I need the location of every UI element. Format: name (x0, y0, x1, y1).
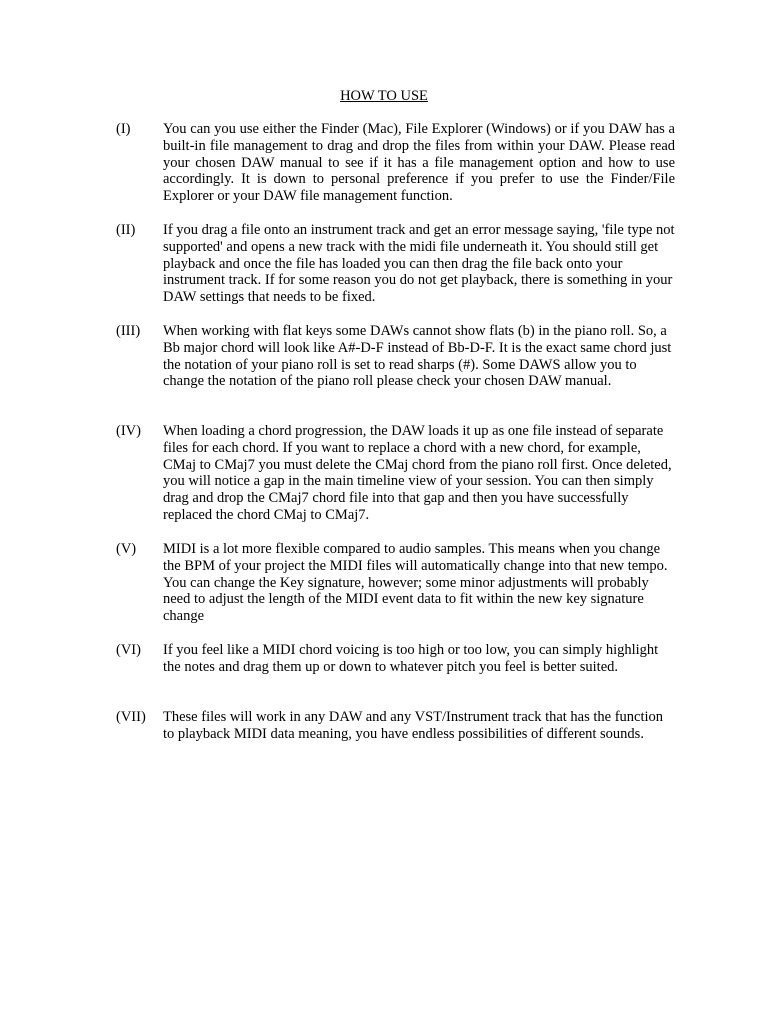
page-title: HOW TO USE (340, 88, 428, 104)
item-text: MIDI is a lot more flexible compared to audio samples. This means when you change the BPM of your project the MIDI files will automatically change into that new tempo. You can change the Key signature, however; some minor adjustments will probably need to adjust the length of the MIDI event data to fit within the new key signature change (163, 541, 668, 625)
item-numeral: (III) (116, 323, 141, 339)
item-text: If you drag a file onto an instrument track and get an error message saying, 'file type not supported' and opens a new track with the midi file underneath it. You should still get playback and once the file has loaded you can then drag the file back onto your instrument track. If for some reason you do not get playback, there is something in your DAW settings that needs to be fixed. (163, 222, 675, 306)
item-text: You can you use either the Finder (Mac), File Explorer (Windows) or if you DAW has a built-in file management to drag and drop the files from within your DAW. Please read your chosen DAW manual to see if it has a file management option and how to use accordingly. It is down to personal preference if you prefer to use the Finder/File Explorer or your DAW file management function. (163, 121, 675, 205)
item-numeral: (VI) (116, 642, 141, 658)
item-numeral: (IV) (116, 423, 141, 439)
item-numeral: (V) (116, 541, 137, 557)
item-text: When loading a chord progression, the DAW loads it up as one file instead of separate files for each chord. If you want to replace a chord with a new chord, for example, CMaj to CMaj7 you must delete the CMaj chord from the piano roll first. Once deleted, you will notice a gap in the main timeline view of your session. You can then simply drag and drop the CMaj7 chord file into that gap and then you have successfully replaced the chord CMaj to CMaj7. (163, 423, 672, 523)
item-text: These files will work in any DAW and any VST/Instrument track that has the function to playback MIDI data meaning, you have endless possibilities of different sounds. (163, 709, 664, 742)
item-text: If you feel like a MIDI chord voicing is too high or too low, you can simply highlight the notes and drag them up or down to whatever pitch you feel is better suited. (163, 642, 659, 675)
item-numeral: (VII) (116, 709, 146, 725)
item-numeral: (II) (116, 222, 136, 238)
item-numeral: (I) (116, 121, 131, 137)
item-text: When working with flat keys some DAWs cannot show flats (b) in the piano roll. So, a Bb major chord will look like A#-D-F instead of Bb-D-F. It is the exact same chord just the notation of your piano roll is set to read sharps (#). Some DAWS allow you to change the notation of the piano roll please check your chosen DAW manual. (163, 323, 672, 390)
